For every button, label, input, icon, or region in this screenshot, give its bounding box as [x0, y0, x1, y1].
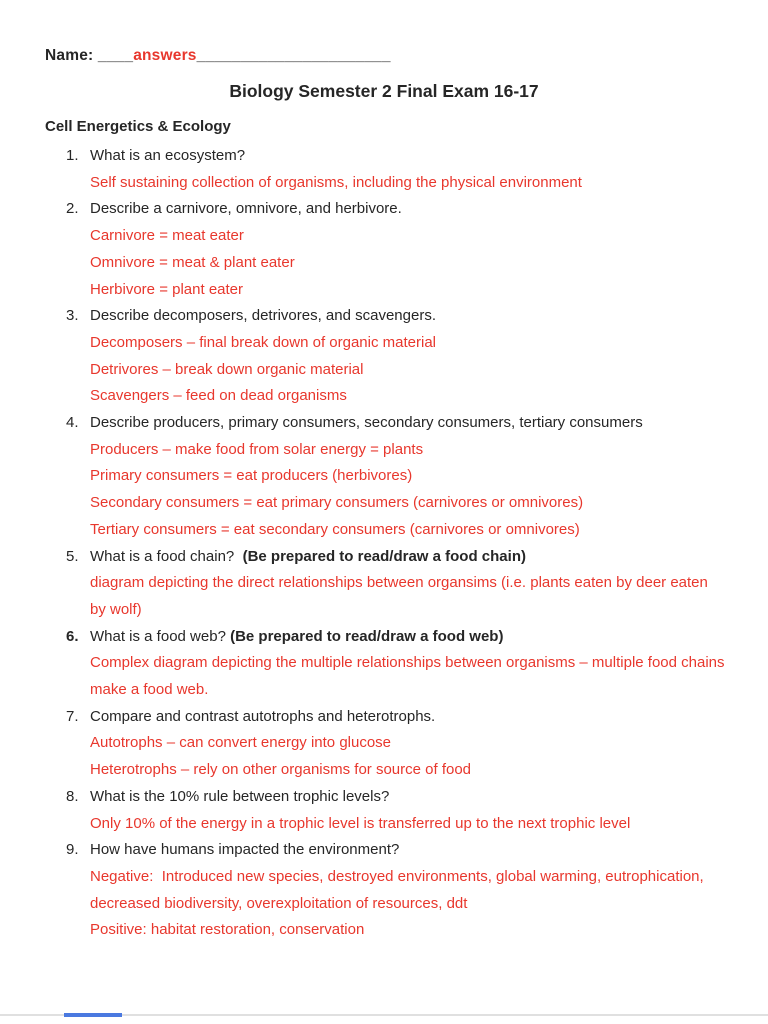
page-title: Biology Semester 2 Final Exam 16-17 — [229, 81, 539, 101]
answer-line: Only 10% of the energy in a trophic level is transferred up to the next trophic level — [90, 814, 631, 832]
question-text: How have humans impacted the environment? — [90, 841, 400, 859]
question-bold-note: (Be prepared to read/draw a food chain) — [238, 547, 526, 565]
question-item — [66, 303, 726, 410]
question-text: Describe a carnivore, omnivore, and herbivore. — [90, 200, 402, 218]
question-item — [66, 143, 726, 196]
name-blank-prefix: ____ — [97, 47, 134, 64]
answer-line: Positive: habitat restoration, conservation — [90, 921, 365, 939]
answer-line: Herbivore = plant eater — [90, 280, 244, 298]
answer-lines — [90, 864, 726, 944]
name-blank-suffix: ______________________ — [196, 47, 391, 64]
name-line — [45, 46, 723, 66]
answer-lines — [90, 170, 726, 197]
question-number: 3. — [66, 307, 79, 325]
answer-line: Detrivores – break down organic material — [90, 360, 364, 378]
answer-line: Producers – make food from solar energy = plants — [90, 440, 424, 458]
question-list — [66, 143, 729, 944]
answer-lines — [90, 811, 726, 838]
question-number: 8. — [66, 787, 79, 805]
question-item — [66, 544, 726, 624]
answer-line: Secondary consumers = eat primary consumers (carnivores or omnivores) — [90, 494, 584, 512]
question-text: What is an ecosystem? — [90, 147, 246, 164]
answer-line: Complex diagram depicting the multiple relationships between organisms – multiple food chains make a food web. — [90, 654, 729, 699]
section-heading: Cell Energetics & Ecology — [45, 118, 231, 135]
answer-line: Decomposers – final break down of organic material — [90, 333, 437, 351]
answer-line: Primary consumers = eat producers (herbivores) — [90, 467, 413, 485]
question-number: 7. — [66, 707, 79, 725]
answer-lines — [90, 730, 726, 783]
question-item — [66, 196, 726, 303]
answer-line: Carnivore = meat eater — [90, 227, 244, 245]
name-label: Name: — [45, 47, 98, 64]
footer-rule — [0, 1014, 768, 1016]
question-number: 4. — [66, 414, 79, 432]
question-text: Describe decomposers, detrivores, and scavengers. — [90, 307, 436, 325]
question-text: What is the 10% rule between trophic levels? — [90, 787, 390, 805]
name-answer: answers — [133, 47, 197, 64]
question-item — [66, 624, 729, 704]
question-number: 2. — [66, 200, 79, 218]
question-text: What is a food web? (Be prepared to read/draw a food web) — [90, 627, 504, 645]
answer-line: Tertiary consumers = eat secondary consumers (carnivores or omnivores) — [90, 520, 580, 538]
question-item — [66, 704, 726, 784]
answer-lines — [90, 437, 726, 544]
question-number: 6. — [66, 627, 79, 645]
footer-progress-segment — [64, 1013, 122, 1017]
answer-lines — [90, 330, 726, 410]
answer-line: Heterotrophs – rely on other organisms for source of food — [90, 761, 472, 779]
answer-line: Omnivore = meat & plant eater — [90, 253, 295, 271]
question-text: What is a food chain? (Be prepared to read/draw a food chain) — [90, 547, 526, 565]
question-number: 1. — [66, 147, 79, 164]
question-item — [66, 837, 726, 944]
question-text: Describe producers, primary consumers, secondary consumers, tertiary consumers — [90, 414, 643, 432]
answer-lines — [90, 650, 729, 703]
answer-line: Scavengers – feed on dead organisms — [90, 387, 347, 405]
question-item — [66, 410, 726, 544]
question-bold-note: (Be prepared to read/draw a food web) — [225, 627, 504, 645]
answer-lines — [90, 570, 726, 623]
answer-line: Negative: Introduced new species, destroyed environments, global warming, eutrophication, decreased biodiversity, overexploitation of resources, ddt — [90, 867, 708, 912]
answer-lines — [90, 223, 726, 303]
question-text: Compare and contrast autotrophs and heterotrophs. — [90, 707, 436, 725]
question-number: 9. — [66, 841, 79, 859]
answer-line: diagram depicting the direct relationships between organsims (i.e. plants eaten by deer eaten by wolf) — [90, 574, 713, 618]
question-number: 5. — [66, 547, 79, 565]
answer-line: Autotrophs – can convert energy into glucose — [90, 734, 392, 752]
answer-line: Self sustaining collection of organisms, including the physical environment — [90, 173, 582, 191]
question-item — [66, 784, 726, 837]
